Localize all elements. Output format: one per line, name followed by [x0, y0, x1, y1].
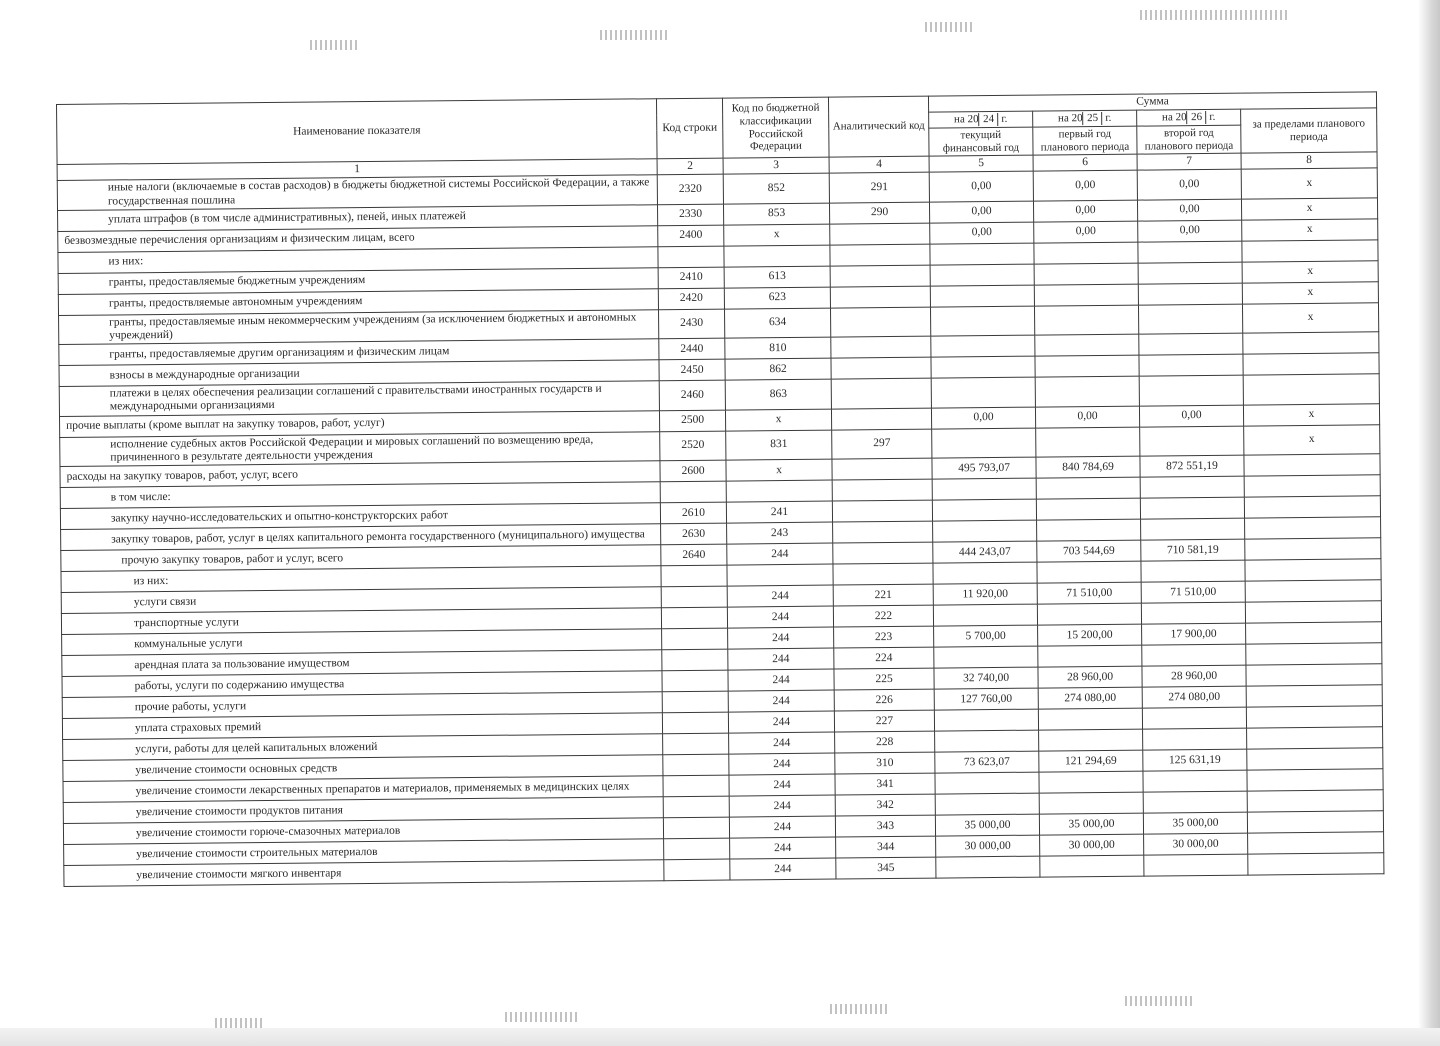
row-analytic-code: 225: [834, 668, 934, 690]
row-code: [661, 586, 727, 608]
row-value-second-plan-year: [1140, 476, 1244, 498]
row-value-second-plan-year: 28 960,00: [1142, 665, 1246, 687]
row-value-beyond-plan: [1246, 643, 1382, 665]
row-analytic-code: 343: [835, 815, 935, 837]
row-value-first-plan-year: [1037, 603, 1141, 625]
header-kbk: Код по бюджетной классификации Российской Федерации: [722, 97, 829, 158]
row-value-first-plan-year: 71 510,00: [1037, 582, 1141, 604]
row-value-current-year: [930, 285, 1034, 307]
row-value-current-year: 495 793,07: [932, 457, 1036, 479]
row-name: прочие выплаты (кроме выплат на закупку товаров, работ, услуг): [59, 410, 659, 437]
row-analytic-code: [830, 223, 930, 245]
row-kbk: 244: [729, 795, 835, 817]
row-name: прочую закупку товаров, работ и услуг, всего: [61, 545, 661, 572]
row-value-current-year: 30 000,00: [936, 835, 1040, 857]
row-kbk: [724, 245, 830, 267]
row-analytic-code: [831, 378, 931, 408]
row-kbk: 244: [728, 669, 834, 691]
row-code: [661, 565, 727, 587]
row-value-second-plan-year: 30 000,00: [1144, 833, 1248, 855]
row-value-beyond-plan: x: [1243, 403, 1379, 425]
row-analytic-code: [833, 542, 933, 564]
row-value-first-plan-year: 703 544,69: [1037, 540, 1141, 562]
row-value-current-year: [935, 772, 1039, 794]
row-value-second-plan-year: [1139, 375, 1243, 405]
row-analytic-code: [833, 563, 933, 585]
row-name: гранты, предоставляемые иным некоммерческим учреждениям (за исключением бюджетных и автономных учреждений): [59, 310, 659, 345]
row-value-first-plan-year: 0,00: [1033, 200, 1137, 222]
row-value-first-plan-year: 121 294,69: [1039, 750, 1143, 772]
row-value-current-year: [930, 264, 1034, 286]
row-name: арендная плата за пользование имуществом: [62, 650, 662, 677]
row-value-second-plan-year: [1138, 262, 1242, 284]
page-edge-shadow: [1418, 0, 1440, 1030]
row-value-second-plan-year: [1142, 707, 1246, 729]
row-analytic-code: 344: [836, 836, 936, 858]
row-code: [662, 712, 728, 734]
row-value-current-year: [932, 478, 1036, 500]
year-box: 24: [979, 113, 999, 126]
row-analytic-code: 221: [833, 584, 933, 606]
row-kbk: 244: [727, 606, 833, 628]
row-code: 2640: [661, 544, 727, 566]
row-code: [662, 691, 728, 713]
row-value-beyond-plan: [1247, 811, 1383, 833]
row-name: прочие работы, услуги: [62, 692, 662, 719]
row-value-first-plan-year: 0,00: [1033, 170, 1137, 200]
row-value-current-year: 0,00: [931, 407, 1035, 429]
scan-artifact: [1140, 10, 1290, 20]
row-code: [663, 796, 729, 818]
row-kbk: 241: [726, 501, 832, 523]
row-kbk: 810: [725, 337, 831, 359]
row-name: расходы на закупку товаров, работ, услуг, всего: [60, 461, 660, 488]
row-code: 2630: [661, 523, 727, 545]
row-kbk: 863: [725, 379, 831, 409]
row-name: закупку научно-исследовательских и опытно-конструкторских работ: [60, 503, 660, 530]
row-value-current-year: [935, 793, 1039, 815]
row-code: [663, 733, 729, 755]
row-name: гранты, предоставляемые другим организациям и физическим лицам: [59, 339, 659, 366]
row-kbk: [727, 564, 833, 586]
row-code: [663, 754, 729, 776]
row-kbk: x: [726, 459, 832, 481]
header-analytic: Аналитический код: [828, 96, 929, 157]
row-name: платежи в целях обеспечения реализации соглашений с правительствами иностранных государств и международными организациями: [59, 381, 659, 416]
row-kbk: x: [724, 224, 830, 246]
row-code: 2610: [660, 502, 726, 524]
scan-artifact: [310, 40, 358, 50]
row-code: [658, 246, 724, 268]
row-kbk: 244: [729, 816, 835, 838]
row-analytic-code: [831, 336, 931, 358]
row-value-second-plan-year: [1141, 560, 1245, 582]
row-value-beyond-plan: [1247, 769, 1383, 791]
row-analytic-code: [831, 357, 931, 379]
row-value-beyond-plan: [1247, 748, 1383, 770]
column-index: 5: [929, 155, 1033, 172]
row-name: иные налоги (включаемые в состав расходов) в бюджеты бюджетной системы Российской Федерации, а также государственная пошлина: [57, 175, 657, 210]
year-box: 26: [1186, 111, 1206, 124]
row-name: закупку товаров, работ, услуг в целях капитального ремонта государственного (муниципального) имущества: [61, 524, 661, 551]
row-value-first-plan-year: [1038, 645, 1142, 667]
row-value-first-plan-year: [1039, 792, 1143, 814]
column-index: 2: [657, 158, 723, 175]
row-value-current-year: [932, 428, 1036, 458]
row-analytic-code: [830, 244, 930, 266]
row-value-current-year: [934, 646, 1038, 668]
row-name: уплата страховых премий: [62, 713, 662, 740]
row-name: услуги связи: [61, 587, 661, 614]
row-value-current-year: [931, 356, 1035, 378]
row-name: исполнение судебных актов Российской Федерации и мировых соглашений по возмещению вреда, причиненного в результате деятельности учреждения: [60, 431, 660, 466]
row-value-beyond-plan: [1244, 454, 1380, 476]
header-year-6: на 20 25 г.: [1033, 110, 1137, 127]
row-code: [663, 817, 729, 839]
row-value-beyond-plan: [1248, 832, 1384, 854]
row-value-current-year: 11 920,00: [933, 583, 1037, 605]
row-kbk: 613: [724, 266, 830, 288]
row-value-second-plan-year: [1141, 518, 1245, 540]
header-code: Код строки: [656, 98, 723, 159]
row-value-second-plan-year: [1139, 333, 1243, 355]
row-analytic-code: 291: [829, 172, 929, 202]
row-kbk: 244: [729, 753, 835, 775]
row-value-current-year: [930, 306, 1034, 336]
row-analytic-code: [830, 286, 930, 308]
scan-artifact: [600, 30, 670, 40]
scan-artifact: [830, 1004, 890, 1014]
row-value-beyond-plan: [1245, 559, 1381, 581]
row-value-second-plan-year: [1142, 644, 1246, 666]
row-kbk: 244: [728, 711, 834, 733]
row-analytic-code: 223: [834, 626, 934, 648]
row-value-second-plan-year: 872 551,19: [1140, 455, 1244, 477]
row-value-first-plan-year: 840 784,69: [1036, 456, 1140, 478]
row-value-current-year: [932, 499, 1036, 521]
row-kbk: 244: [729, 732, 835, 754]
row-kbk: [726, 480, 832, 502]
row-name: работы, услуги по содержанию имущества: [62, 671, 662, 698]
row-value-first-plan-year: 28 960,00: [1038, 666, 1142, 688]
row-analytic-code: 222: [833, 605, 933, 627]
row-value-beyond-plan: x: [1242, 282, 1378, 304]
row-value-first-plan-year: [1034, 263, 1138, 285]
column-index: 3: [723, 157, 829, 174]
row-name: коммунальные услуги: [62, 629, 662, 656]
row-code: [663, 775, 729, 797]
row-kbk: 243: [727, 522, 833, 544]
row-value-current-year: 0,00: [929, 201, 1033, 223]
row-value-second-plan-year: 0,00: [1138, 220, 1242, 242]
row-value-beyond-plan: x: [1241, 168, 1377, 199]
row-value-second-plan-year: 71 510,00: [1141, 581, 1245, 603]
row-value-current-year: 73 623,07: [935, 751, 1039, 773]
row-value-second-plan-year: 0,00: [1137, 169, 1241, 199]
row-value-first-plan-year: [1035, 355, 1139, 377]
row-value-first-plan-year: 15 200,00: [1038, 624, 1142, 646]
row-kbk: 244: [727, 585, 833, 607]
row-code: [662, 670, 728, 692]
row-kbk: 852: [723, 173, 829, 203]
row-kbk: 634: [724, 308, 830, 338]
row-code: 2600: [660, 460, 726, 482]
row-value-beyond-plan: [1247, 727, 1383, 749]
budget-table: [56, 91, 1384, 887]
row-value-second-plan-year: 710 581,19: [1141, 539, 1245, 561]
row-value-first-plan-year: [1038, 708, 1142, 730]
row-analytic-code: 341: [835, 773, 935, 795]
row-name: увеличение стоимости основных средств: [63, 755, 663, 782]
row-analytic-code: 227: [834, 710, 934, 732]
row-analytic-code: [832, 500, 932, 522]
row-value-beyond-plan: [1245, 517, 1381, 539]
row-name: увеличение стоимости строительных материалов: [64, 839, 664, 866]
row-value-second-plan-year: 0,00: [1137, 199, 1241, 221]
row-value-second-plan-year: 17 900,00: [1142, 623, 1246, 645]
row-value-second-plan-year: [1143, 791, 1247, 813]
row-value-beyond-plan: [1245, 538, 1381, 560]
row-name: гранты, предоставляемые бюджетным учреждениям: [58, 268, 658, 295]
column-index: 7: [1137, 153, 1241, 170]
row-value-beyond-plan: [1246, 706, 1382, 728]
row-value-current-year: 0,00: [930, 222, 1034, 244]
budget-document: [56, 91, 1383, 887]
table-body: [57, 168, 1384, 886]
row-kbk: 862: [725, 358, 831, 380]
header-col8: за пределами планового периода: [1241, 108, 1377, 153]
scanner-bottom-band: [0, 1028, 1440, 1046]
row-value-second-plan-year: [1143, 728, 1247, 750]
row-name: уплата штрафов (в том числе административных), пеней, иных платежей: [58, 205, 658, 232]
row-value-first-plan-year: [1034, 242, 1138, 264]
row-kbk: 244: [728, 627, 834, 649]
row-value-current-year: 127 760,00: [934, 688, 1038, 710]
row-value-second-plan-year: 125 631,19: [1143, 749, 1247, 771]
row-name: из них:: [61, 566, 661, 593]
row-value-current-year: 444 243,07: [933, 541, 1037, 563]
row-analytic-code: 226: [834, 689, 934, 711]
row-analytic-code: 290: [829, 202, 929, 224]
row-value-first-plan-year: [1037, 519, 1141, 541]
row-name: услуги, работы для целей капитальных вложений: [63, 734, 663, 761]
row-value-first-plan-year: 30 000,00: [1040, 834, 1144, 856]
row-value-current-year: 5 700,00: [934, 625, 1038, 647]
row-name: гранты, предоствляемые автономным учреждениям: [58, 289, 658, 316]
row-value-beyond-plan: x: [1242, 303, 1378, 334]
row-value-first-plan-year: [1036, 498, 1140, 520]
row-analytic-code: [830, 307, 930, 337]
row-value-beyond-plan: [1243, 332, 1379, 354]
row-name: взносы в международные организации: [59, 360, 659, 387]
row-value-beyond-plan: x: [1244, 424, 1380, 455]
row-value-beyond-plan: x: [1242, 219, 1378, 241]
row-value-first-plan-year: [1034, 305, 1138, 335]
row-analytic-code: [830, 265, 930, 287]
row-value-beyond-plan: [1247, 790, 1383, 812]
row-code: 2320: [657, 174, 723, 204]
row-value-current-year: [936, 856, 1040, 878]
row-name: в том числе:: [60, 482, 660, 509]
row-value-beyond-plan: [1244, 496, 1380, 518]
row-value-current-year: [933, 604, 1037, 626]
row-kbk: 831: [726, 430, 832, 460]
row-name: увеличение стоимости продуктов питания: [63, 797, 663, 824]
row-kbk: 853: [723, 203, 829, 225]
header-col5: текущий финансовый год: [929, 127, 1033, 156]
row-analytic-code: 297: [832, 429, 932, 459]
row-code: 2410: [658, 267, 724, 289]
scan-artifact: [1125, 996, 1195, 1006]
row-name: транспортные услуги: [61, 608, 661, 635]
row-value-second-plan-year: [1141, 602, 1245, 624]
row-value-first-plan-year: [1035, 334, 1139, 356]
row-value-current-year: [930, 243, 1034, 265]
row-value-first-plan-year: 0,00: [1034, 221, 1138, 243]
header-col7: второй год планового периода: [1137, 125, 1241, 154]
row-code: 2450: [659, 359, 725, 381]
row-code: [664, 838, 730, 860]
row-value-second-plan-year: [1144, 854, 1248, 876]
row-analytic-code: [832, 479, 932, 501]
row-kbk: 623: [724, 287, 830, 309]
row-value-current-year: 35 000,00: [935, 814, 1039, 836]
scan-artifact: [925, 22, 975, 32]
header-name: Наименование показателя: [57, 99, 658, 165]
row-value-beyond-plan: [1244, 475, 1380, 497]
header-sum: Сумма: [928, 92, 1376, 113]
row-name: увеличение стоимости горюче-смазочных материалов: [63, 818, 663, 845]
row-code: 2500: [659, 410, 725, 432]
row-analytic-code: 228: [835, 731, 935, 753]
row-kbk: 244: [730, 837, 836, 859]
year-box: 25: [1083, 112, 1103, 125]
row-value-first-plan-year: [1034, 284, 1138, 306]
row-value-beyond-plan: [1248, 853, 1384, 875]
row-name: безвозмездные перечисления организациям и физическим лицам, всего: [58, 226, 658, 253]
row-kbk: 244: [727, 543, 833, 565]
row-value-current-year: [931, 377, 1035, 407]
column-index: 8: [1241, 152, 1377, 170]
row-value-beyond-plan: [1246, 622, 1382, 644]
row-value-first-plan-year: [1039, 771, 1143, 793]
row-value-first-plan-year: [1039, 729, 1143, 751]
row-value-current-year: [931, 335, 1035, 357]
row-value-beyond-plan: [1246, 664, 1382, 686]
row-value-second-plan-year: 0,00: [1139, 405, 1243, 427]
row-value-current-year: 32 740,00: [934, 667, 1038, 689]
scan-artifact: [215, 1018, 265, 1028]
row-code: [660, 481, 726, 503]
row-analytic-code: [831, 408, 931, 430]
row-value-current-year: [934, 709, 1038, 731]
row-value-first-plan-year: [1040, 855, 1144, 877]
row-code: [661, 607, 727, 629]
row-code: [664, 859, 730, 881]
row-value-first-plan-year: [1037, 561, 1141, 583]
row-value-beyond-plan: [1243, 353, 1379, 375]
row-value-first-plan-year: 274 080,00: [1038, 687, 1142, 709]
row-code: 2440: [659, 338, 725, 360]
row-name: из них:: [58, 247, 658, 274]
row-value-second-plan-year: [1139, 354, 1243, 376]
row-value-beyond-plan: x: [1241, 198, 1377, 220]
row-code: 2330: [657, 204, 723, 226]
row-value-beyond-plan: [1246, 685, 1382, 707]
row-value-second-plan-year: [1138, 241, 1242, 263]
row-kbk: 244: [728, 690, 834, 712]
row-value-first-plan-year: [1035, 376, 1139, 406]
row-code: 2400: [658, 225, 724, 247]
row-value-second-plan-year: [1138, 283, 1242, 305]
row-value-second-plan-year: [1140, 497, 1244, 519]
row-value-current-year: [935, 730, 1039, 752]
row-value-second-plan-year: [1138, 304, 1242, 334]
row-value-first-plan-year: 0,00: [1035, 406, 1139, 428]
scan-artifact: [505, 1012, 580, 1022]
row-analytic-code: 310: [835, 752, 935, 774]
row-value-beyond-plan: [1242, 240, 1378, 262]
row-value-beyond-plan: x: [1242, 261, 1378, 283]
row-value-second-plan-year: 35 000,00: [1143, 812, 1247, 834]
row-value-beyond-plan: [1243, 374, 1379, 405]
row-analytic-code: [833, 521, 933, 543]
row-value-beyond-plan: [1245, 601, 1381, 623]
header-col6: первый год планового периода: [1033, 126, 1137, 155]
row-value-second-plan-year: [1143, 770, 1247, 792]
row-kbk: 244: [730, 858, 836, 880]
row-code: 2430: [659, 309, 725, 339]
row-value-beyond-plan: [1245, 580, 1381, 602]
row-analytic-code: 342: [835, 794, 935, 816]
row-code: 2460: [659, 380, 725, 410]
row-name: увеличение стоимости мягкого инвентаря: [64, 860, 664, 887]
column-index: 1: [57, 159, 657, 181]
row-value-current-year: 0,00: [929, 171, 1033, 201]
row-analytic-code: 345: [836, 857, 936, 879]
row-analytic-code: [832, 458, 932, 480]
row-kbk: x: [725, 409, 831, 431]
row-value-current-year: [933, 562, 1037, 584]
row-kbk: 244: [729, 774, 835, 796]
row-analytic-code: 224: [834, 647, 934, 669]
row-value-second-plan-year: 274 080,00: [1142, 686, 1246, 708]
row-kbk: 244: [728, 648, 834, 670]
column-index: 4: [829, 156, 929, 173]
row-value-first-plan-year: [1036, 427, 1140, 457]
row-code: [662, 649, 728, 671]
row-code: 2420: [658, 288, 724, 310]
row-value-first-plan-year: [1036, 477, 1140, 499]
row-value-current-year: [933, 520, 1037, 542]
row-value-second-plan-year: [1140, 426, 1244, 456]
header-year-5: на 20 24 г.: [929, 111, 1033, 128]
row-code: 2520: [660, 431, 726, 461]
column-index: 6: [1033, 154, 1137, 171]
row-value-first-plan-year: 35 000,00: [1039, 813, 1143, 835]
row-code: [662, 628, 728, 650]
header-year-7: на 20 26 г.: [1137, 109, 1241, 126]
row-name: увеличение стоимости лекарственных препаратов и материалов, применяемых в медицинских целях: [63, 776, 663, 803]
